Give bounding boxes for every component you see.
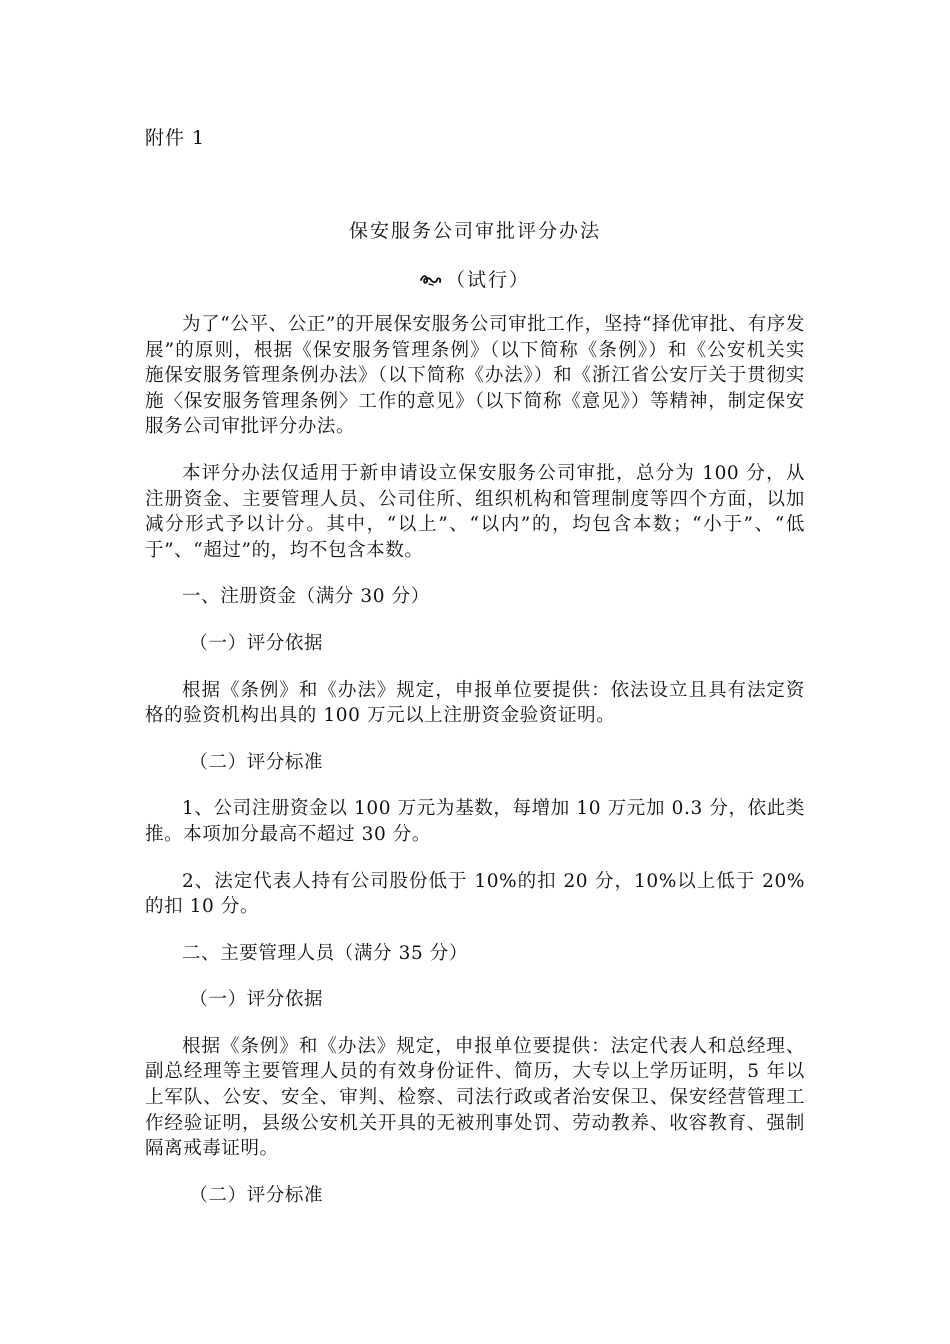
paragraph-capital-rule-1: 1、公司注册资金以 100 万元为基数，每增加 10 万元加 0.3 分，依此类推。本项加分最高不超过 30 分。 xyxy=(145,798,805,845)
document-title: 保安服务公司审批评分办法 xyxy=(348,220,601,242)
subheading-standard: （二）评分标准 xyxy=(189,751,324,773)
document-body xyxy=(145,312,805,1229)
paragraph-managers-basis: 根据《条例》和《办法》规定，申报单位要提供：法定代表人和总经理、副总经理等主要管理人员的有效身份证件、简历，大专以上学历证明，5 年以上军队、公安、安全、审判、检察、司法行政或者治安保卫、保安经营管理工作经验证明，县级公安机关开具的无被刑事处罚、劳动教养、收容教育、强制隔离戒毒证明。 xyxy=(145,1035,805,1160)
section-heading-capital: 一、注册资金（满分 30 分） xyxy=(182,586,430,608)
paragraph-intro: 为了“公平、公正”的开展保安服务公司审批工作，坚持“择优审批、有序发展”的原则，根据《保安服务管理条例》（以下简称《条例》）和《公安机关实施保安服务管理条例办法》（以下简称《办法》）和《浙江省公安厅关于贯彻实施〈保安服务管理条例〉工作的意见》（以下简称《意见》）等精神，制定保安服务公司审批评分办法。 xyxy=(145,314,805,438)
scribble-mark-icon xyxy=(420,273,442,287)
document-subtitle: （试行） xyxy=(445,269,530,291)
section-heading-managers: 二、主要管理人员（满分 35 分） xyxy=(182,942,469,964)
paragraph-capital-rule-2: 2、法定代表人持有公司股份低于 10%的扣 20 分，10%以上低于 20%的扣 10 分。 xyxy=(145,870,805,918)
attachment-label: 附件 1 xyxy=(145,127,206,149)
paragraph-scope: 本评分办法仅适用于新申请设立保安服务公司审批，总分为 100 分，从注册资金、主要管理人员、公司住所、组织机构和管理制度等四个方面，以加减分形式予以计分。其中，“以上”、“以内”的，均包含本数；“小于”、“低于”、“超过”的，均不包含本数。 xyxy=(145,462,805,561)
subheading-basis: （一）评分依据 xyxy=(189,989,324,1011)
subheading-basis: （一）评分依据 xyxy=(189,632,324,654)
document-subtitle-line xyxy=(0,266,950,294)
paragraph-capital-basis: 根据《条例》和《办法》规定，申报单位要提供：依法设立且具有法定资格的验资机构出具的 100 万元以上注册资金验资证明。 xyxy=(145,679,805,727)
subheading-standard: （二）评分标准 xyxy=(189,1184,324,1206)
